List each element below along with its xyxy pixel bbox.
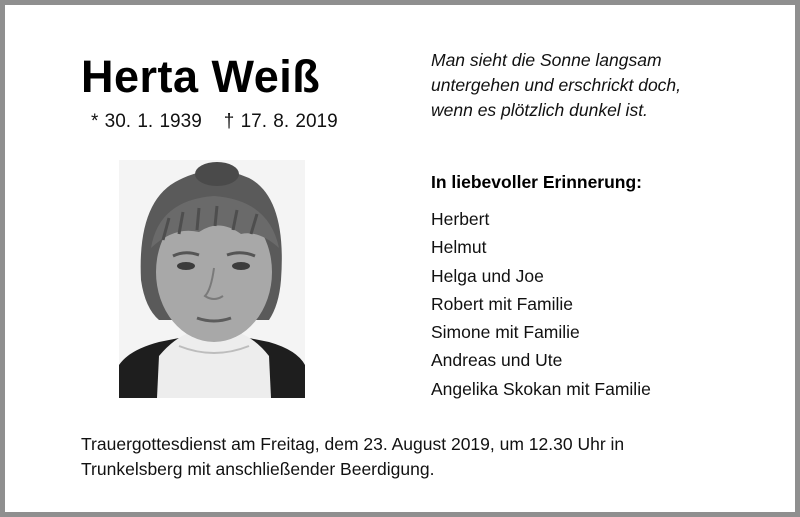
quote-line: Man sieht die Sonne langsam: [431, 50, 662, 70]
quote-line: untergehen und erschrickt doch,: [431, 75, 682, 95]
portrait-photo: [119, 160, 305, 398]
remembrance-heading: In liebevoller Erinnerung:: [431, 172, 643, 192]
mourner-item: Helga und Joe: [431, 265, 544, 286]
life-dates: [91, 111, 338, 133]
funeral-service-info: [81, 432, 624, 482]
mourners-list: [431, 205, 651, 403]
memorial-quote: [431, 48, 681, 123]
mourner-item: Andreas und Ute: [431, 350, 563, 371]
mourner-item: Angelika Skokan mit Familie: [431, 378, 651, 399]
mourner-item: Simone mit Familie: [431, 322, 580, 343]
portrait-photo-icon: [119, 160, 305, 398]
mourner-item: Herbert: [431, 209, 490, 229]
service-line: Trauergottesdienst am Freitag, dem 23. August 2019, um 12.30 Uhr in: [81, 434, 625, 454]
service-line: Trunkelsberg mit anschließender Beerdigung.: [81, 459, 435, 479]
birth-date: * 30. 1. 1939: [91, 111, 202, 132]
death-date: † 17. 8. 2019: [223, 111, 338, 132]
mourner-item: Robert mit Familie: [431, 293, 573, 314]
quote-line: wenn es plötzlich dunkel ist.: [431, 100, 648, 120]
mourner-item: Helmut: [431, 237, 487, 258]
deceased-name: Herta Weiß: [81, 51, 321, 102]
